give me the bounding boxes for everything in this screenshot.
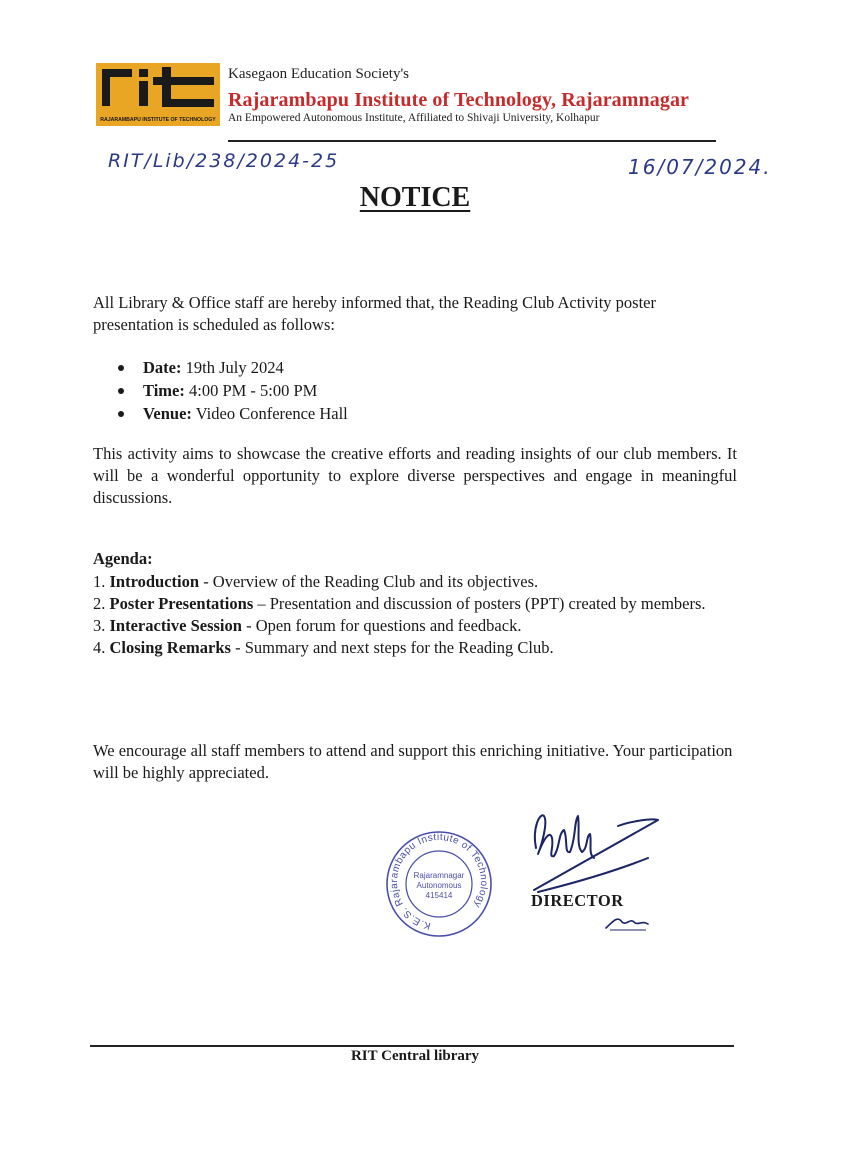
notice-title: NOTICE bbox=[359, 182, 471, 213]
institute-tagline: An Empowered Autonomous Institute, Affiliated to Shivaji University, Kolhapur bbox=[228, 112, 600, 124]
closing-paragraph: We encourage all staff members to attend and support this enriching initiative. Your participation will be highly appreciated. bbox=[93, 741, 733, 782]
svg-text:415414: 415414 bbox=[425, 891, 453, 900]
svg-text:Autonomous: Autonomous bbox=[416, 881, 462, 890]
header-divider bbox=[228, 140, 716, 142]
director-signature bbox=[518, 808, 664, 900]
agenda-item: 3. Interactive Session - Open forum for questions and feedback. bbox=[93, 616, 522, 635]
intro-paragraph: All Library & Office staff are hereby informed that, the Reading Club Activity poster presentation is scheduled as follows: bbox=[93, 293, 656, 334]
agenda-heading: Agenda: bbox=[93, 549, 153, 568]
institute-name: Rajarambapu Institute of Technology, Rajaramnagar bbox=[228, 89, 690, 111]
agenda-item: 4. Closing Remarks - Summary and next steps for the Reading Club. bbox=[93, 638, 554, 657]
footer-text: RIT Central library bbox=[350, 1048, 480, 1064]
schedule-list bbox=[116, 356, 348, 425]
schedule-item: Venue: Video Conference Hall bbox=[116, 402, 348, 425]
reference-number: RIT/Lib/238/2024-25 bbox=[108, 150, 340, 172]
logo-caption: RAJARAMBAPU INSTITUTE OF TECHNOLOGY bbox=[100, 117, 216, 123]
schedule-item: Time: 4:00 PM - 5:00 PM bbox=[116, 379, 348, 402]
description-paragraph: This activity aims to showcase the creative efforts and reading insights of our club members. It will be a wonderful opportunity to explore diverse perspectives and engage in meaningful discussions. bbox=[93, 444, 737, 507]
footer-divider bbox=[90, 1045, 734, 1047]
agenda-list bbox=[93, 571, 737, 659]
initials-signature bbox=[604, 910, 652, 934]
notice-date: 16/07/2024. bbox=[628, 155, 772, 179]
schedule-item: Date: 19th July 2024 bbox=[116, 356, 348, 379]
society-name: Kasegaon Education Society's bbox=[228, 66, 409, 82]
agenda-item: 1. Introduction - Overview of the Reading Club and its objectives. bbox=[93, 572, 539, 591]
svg-text:K.E.S. Rajarambapu Institute o: K.E.S. Rajarambapu Institute of Technology bbox=[388, 831, 490, 932]
rit-logo bbox=[96, 63, 220, 126]
signatory-title: DIRECTOR bbox=[531, 891, 624, 910]
agenda-item: 2. Poster Presentations – Presentation and discussion of posters (PPT) created by members. bbox=[93, 594, 706, 613]
institute-stamp bbox=[385, 828, 493, 940]
svg-text:Rajaramnagar: Rajaramnagar bbox=[413, 871, 465, 880]
